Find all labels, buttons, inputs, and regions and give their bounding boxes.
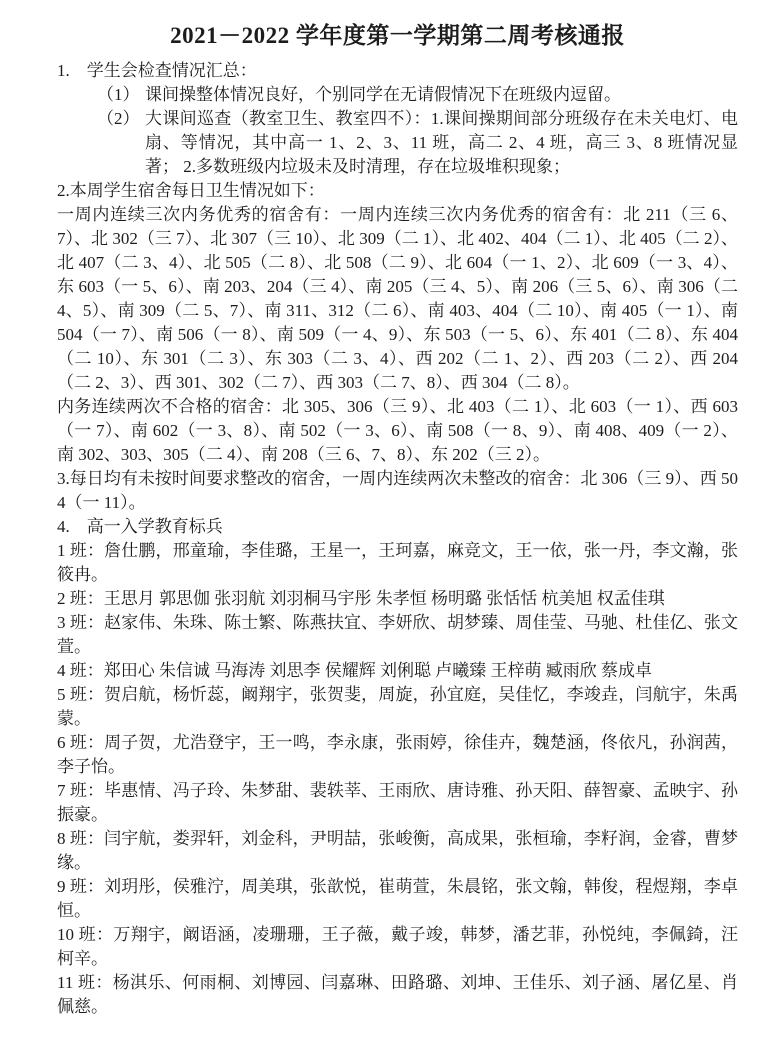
roster-class-1: 1 班：詹仕鹏，邢童瑜，李佳璐，王星一，王珂嘉，麻竞文，王一依，张一丹，李文瀚，张筱冉。 bbox=[57, 541, 738, 584]
section1-item-1-text: 课间操整体情况良好，个别同学在无请假情况下在班级内逗留。 bbox=[145, 85, 621, 104]
document-title: 2021－2022 学年度第一学期第二周考核通报 bbox=[170, 23, 625, 48]
roster-class-2: 2 班：王思月 郭思伽 张羽航 刘羽桐马宇彤 朱孝恒 杨明璐 张恬恬 杭美旭 权孟佳琪 bbox=[57, 589, 665, 608]
section1-item-2-text: 大课间巡查（教室卫生、教室四不）：1.课间操期间部分班级存在未关电灯、电扇、等情况，其中高一 1、2、3、11 班，高二 2、4 班，高三 3、8 班情况显著； 2.多数班级内垃圾未及时清理，存在垃圾堆积现象； bbox=[145, 109, 738, 176]
section3-text: 3.每日均有未按时间要求整改的宿舍，一周内连续两次未整改的宿舍：北 306（三 9）、西 504（一 11）。 bbox=[57, 469, 738, 512]
roster-class-4: 4 班：郑田心 朱信诚 马海涛 刘思李 侯耀辉 刘俐聪 卢曦臻 王梓萌 臧雨欣 蔡成卓 bbox=[57, 661, 652, 680]
roster-class-9: 9 班：刘玥彤，侯雅泞，周美琪，张歆悦，崔萌萱，朱晨铭，张文翰，韩俊，程煜翔，李卓恒。 bbox=[57, 877, 738, 920]
roster-class-8: 8 班：闫宇航，娄羿轩，刘金科，尹明喆，张峻衡，高成果，张桓瑜，李籽润，金睿，曹梦缘。 bbox=[57, 829, 738, 872]
section2-failed-dorms: 内务连续两次不合格的宿舍：北 305、306（三 9）、北 403（二 1）、北 603（一 1）、西 603（一 7）、南 602（一 3、8）、南 502（一 3、6）、南 508（一 8、9）、南 408、409（一 2）、南 302、303、305（二 4）、南 208（三 6、7、8）、东 202（三 2）。 bbox=[57, 397, 738, 464]
roster-class-3: 3 班：赵家伟、朱珠、陈士繁、陈燕扶宜、李妍欣、胡梦臻、周佳莹、马驰、杜佳亿、张文萱。 bbox=[57, 613, 738, 656]
section1-item-1-label: （1） bbox=[97, 85, 140, 104]
section1-heading: 1. 学生会检查情况汇总： bbox=[57, 61, 257, 80]
roster-class-7: 7 班：毕惠情、冯子玲、朱梦甜、裴轶莘、王雨欣、唐诗雅、孙天阳、薛智豪、孟映宇、孙振豪。 bbox=[57, 781, 738, 824]
roster-class-11: 11 班：杨淇乐、何雨桐、刘博园、闫嘉琳、田路璐、刘坤、王佳乐、刘子涵、屠亿星、肖佩慈。 bbox=[57, 973, 738, 1016]
section1-item-2 bbox=[97, 107, 738, 179]
section1-item-2-label: （2） bbox=[97, 109, 140, 128]
roster-class-6: 6 班：周子贺，尤浩登宇，王一鸣，李永康，张雨婷，徐佳卉，魏楚涵，佟依凡，孙润茜，李子怡。 bbox=[57, 733, 738, 776]
section1-item-1 bbox=[97, 83, 738, 107]
section4-heading: 4. 高一入学教育标兵 bbox=[57, 517, 223, 536]
roster-class-5: 5 班：贺启航，杨忻蕊，阚翔宇，张贺斐，周旋，孙宜庭，吴佳忆，李竣垚，闫航宇，朱禹蒙。 bbox=[57, 685, 738, 728]
roster-class-10: 10 班：万翔宇，阚语涵，凌珊珊，王子薇，戴子竣，韩梦，潘艺菲，孙悦纯，李佩錡，汪柯辛。 bbox=[57, 925, 738, 968]
section2-excellent-dorms: 一周内连续三次内务优秀的宿舍有：一周内连续三次内务优秀的宿舍有：北 211（三 6、7）、北 302（三 7）、北 307（三 10）、北 309（二 1）、北 402、404（二 1）、北 405（二 2）、北 407（二 3、4）、北 505（二 8）、北 508（二 9）、北 604（一 1、2）、北 609（一 3、4）、东 603（一 5、6）、南 203、204（三 4）、南 205（三 4、5）、南 206（三 5、6）、南 306（二 4、5）、南 309（二 5、7）、南 311、312（二 6）、南 403、404（二 10）、南 405（一 1）、南 504（一 7）、南 506（一 8）、南 509（一 4、9）、东 503（一 5、6）、东 401（二 8）、东 404（二 10）、东 301（二 3）、东 303（二 3、4）、西 202（二 1、2）、西 203（二 2）、西 204（二 2、3）、西 301、302（二 7）、西 303（二 7、8）、西 304（二 8）。 bbox=[57, 205, 743, 392]
section2-heading: 2.本周学生宿舍每日卫生情况如下： bbox=[57, 181, 325, 200]
